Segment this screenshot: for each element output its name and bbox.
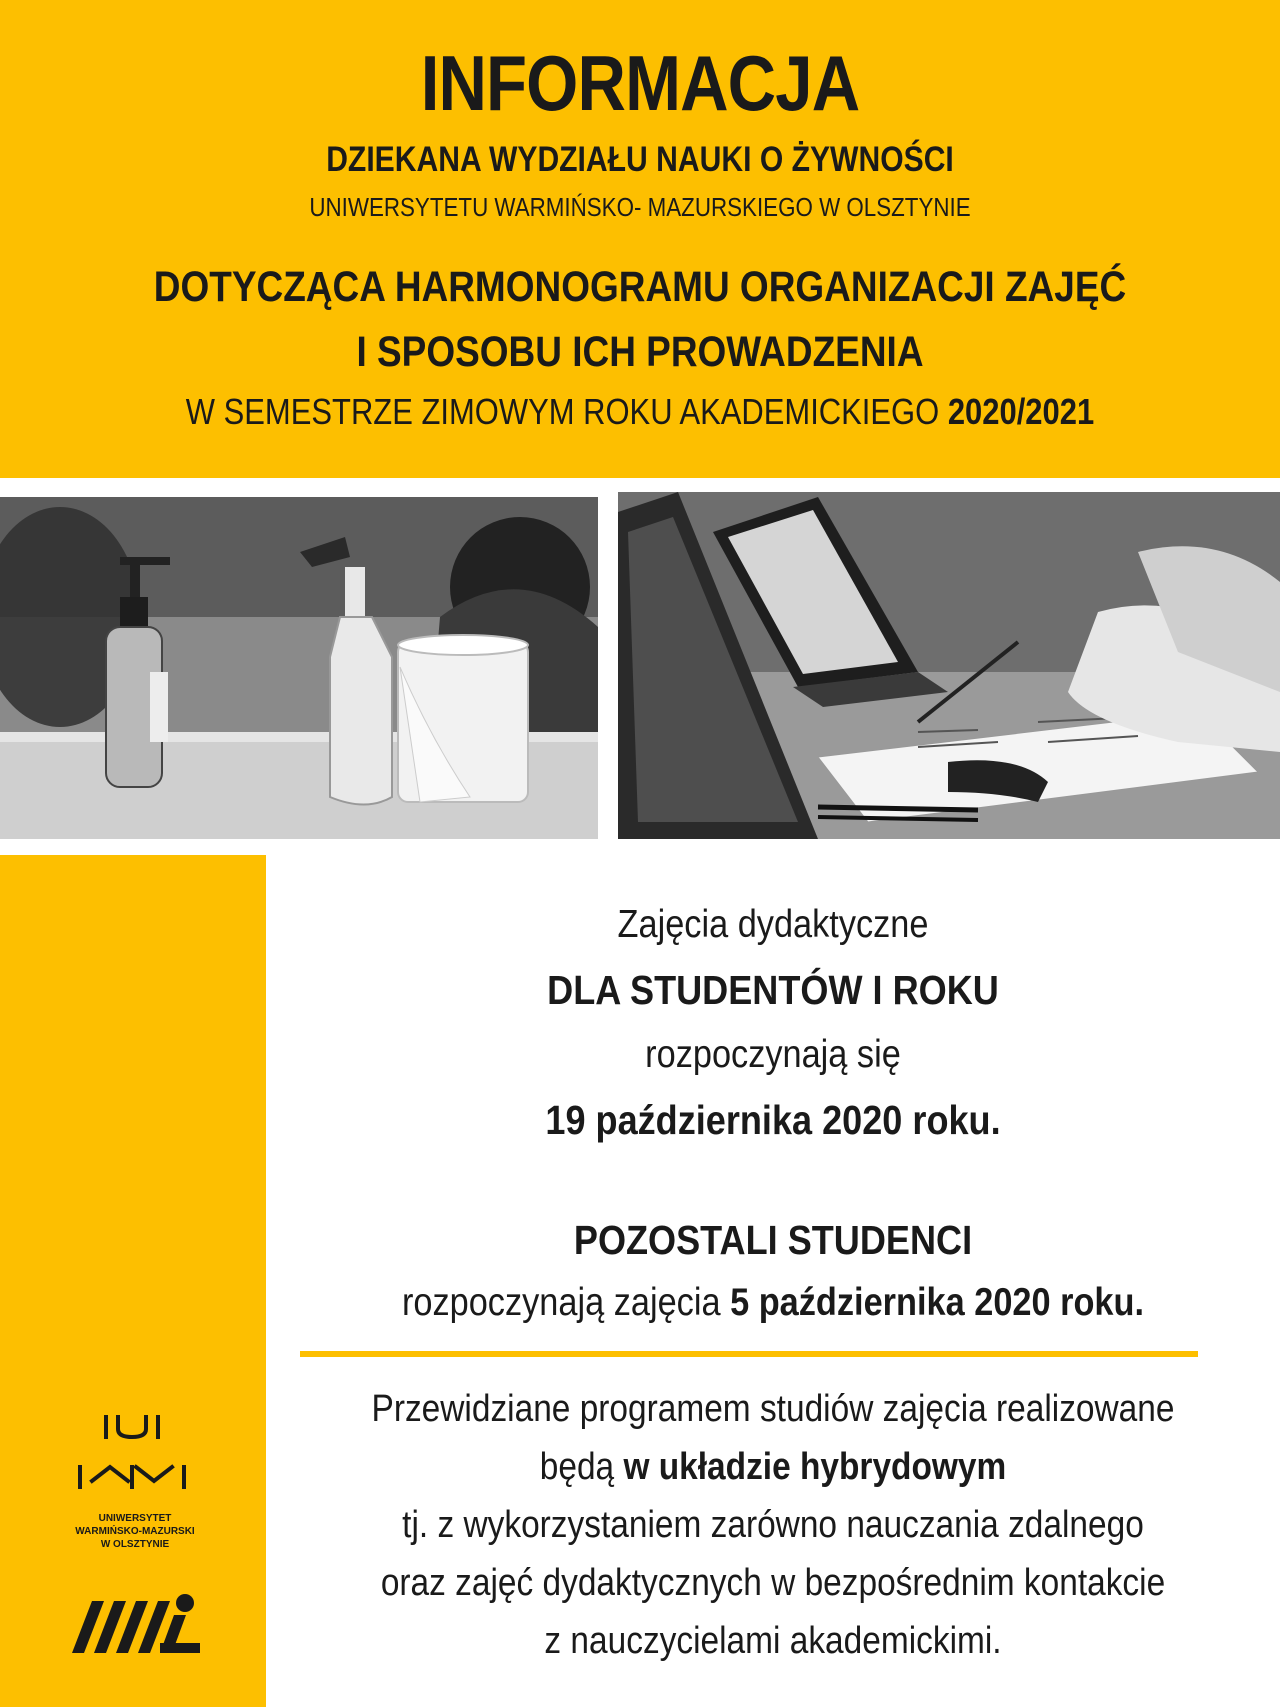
paragraph-line-2: [327, 1446, 1219, 1489]
laptop-photo-art: [618, 492, 1280, 839]
semester-year: 2020/2021: [947, 391, 1095, 432]
sanitizer-photo-art: [0, 497, 598, 839]
header-banner: [0, 0, 1280, 478]
paragraph-line-5: z nauczycielami akademickimi.: [544, 1620, 1002, 1662]
paragraph-line-1: Przewidziane programem studiów zajęcia realizowane: [371, 1388, 1175, 1430]
paragraph-line-2-bold: w układzie hybrydowym: [623, 1446, 1007, 1488]
subject-line-2: I SPOSOBU ICH PROWADZENIA: [356, 328, 924, 376]
university-logo-caption: [45, 1512, 225, 1551]
caption-line-1: UNIWERSYTET: [98, 1513, 172, 1524]
start-verb-line: rozpoczynają się: [645, 1033, 901, 1076]
divider: [300, 1351, 1198, 1357]
left-sidebar: [0, 855, 266, 1707]
main-content: [266, 855, 1280, 1707]
paragraph-line-2-prefix: będą: [539, 1446, 624, 1488]
university-line: UNIWERSYTETU WARMIŃSKO- MAZURSKIEGO W OLSZTYNIE: [309, 192, 971, 222]
paragraph-line-4: oraz zajęć dydaktycznych w bezpośrednim kontakcie: [380, 1562, 1166, 1604]
sanitizer-photo: [0, 497, 598, 839]
laptop-photo: [618, 492, 1280, 839]
others-start-line: [327, 1281, 1219, 1325]
semester-line: [90, 391, 1191, 433]
subject-line-1: DOTYCZĄCA HARMONOGRAMU ORGANIZACJI ZAJĘĆ: [153, 263, 1127, 311]
semester-prefix: W SEMESTRZE ZIMOWYM ROKU AKADEMICKIEGO: [185, 391, 948, 432]
others-prefix: rozpoczynają zajęcia: [401, 1281, 731, 1324]
dean-line: DZIEKANA WYDZIAŁU NAUKI O ŻYWNOŚCI: [326, 140, 954, 179]
paragraph-line-3: tj. z wykorzystaniem zarówno nauczania zdalnego: [402, 1504, 1144, 1546]
caption-line-3: W OLSZTYNIE: [100, 1539, 170, 1550]
page-title: INFORMACJA: [420, 39, 860, 127]
others-heading: POZOSTALI STUDENCI: [573, 1217, 973, 1263]
caption-line-2: WARMIŃSKO-MAZURSKI: [75, 1526, 195, 1537]
faculty-logo-icon: [68, 1591, 203, 1655]
university-logo-icon: [72, 1407, 192, 1517]
others-date: 5 października 2020 roku.: [730, 1281, 1145, 1324]
first-year-date: 19 października 2020 roku.: [545, 1097, 1001, 1143]
intro-line: Zajęcia dydaktyczne: [617, 903, 929, 946]
first-year-heading: DLA STUDENTÓW I ROKU: [547, 967, 999, 1013]
